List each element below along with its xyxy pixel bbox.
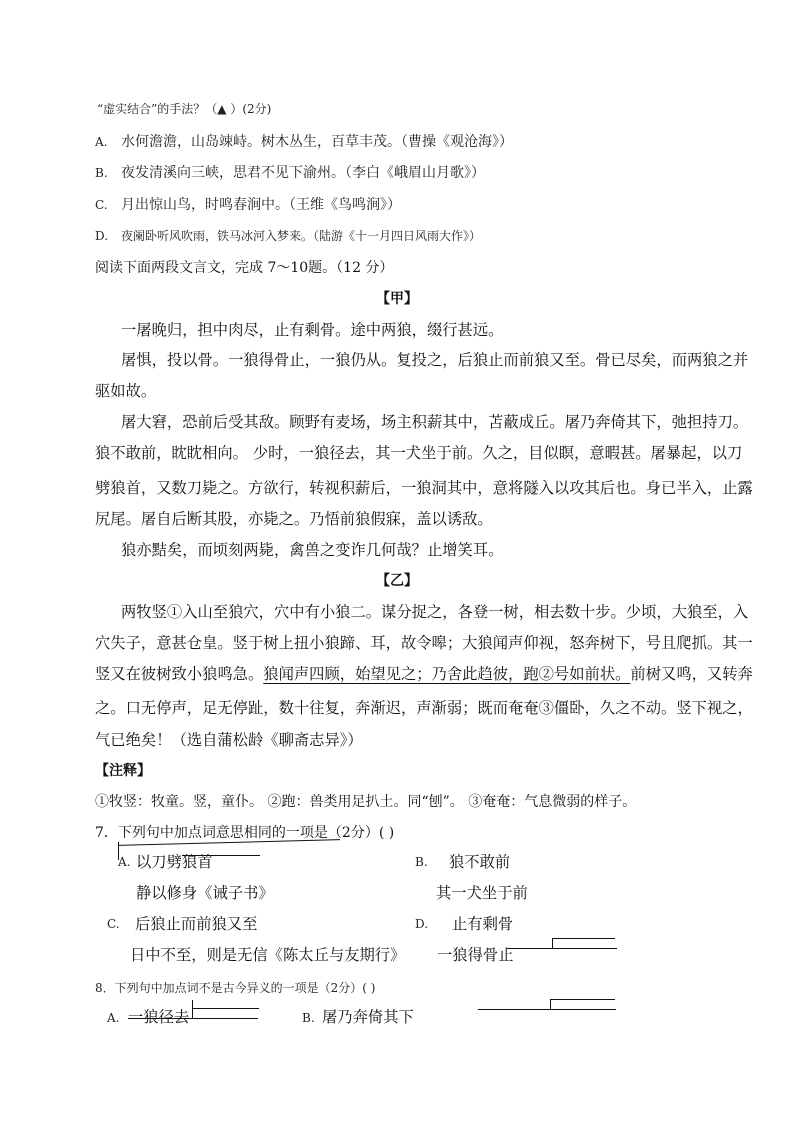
q6-option-d bbox=[95, 230, 481, 242]
handwritten-mark bbox=[553, 938, 615, 939]
handwritten-mark bbox=[193, 1008, 259, 1009]
q7-option-c-letter: C. bbox=[107, 917, 120, 931]
option-letter: D. bbox=[95, 229, 109, 243]
option-text: 夜发清溪向三峡，思君不见下渝州。（李白《峨眉山月歌》） bbox=[121, 165, 485, 181]
q7-option-b-letter: B. bbox=[415, 855, 428, 869]
line-text: 前树又鸣，又转奔 bbox=[630, 665, 753, 683]
handwritten-mark bbox=[478, 1009, 616, 1010]
passage-jia-line: 狼不敢前，眈眈相向。 少时，一狼径去，其一犬坐于前。久之，目似瞑，意暇甚。屠暴起，以刀 bbox=[95, 444, 743, 462]
q8-option-b-letter: B. bbox=[302, 1011, 315, 1025]
q8-option-a-text: 一狼径去 bbox=[128, 1008, 190, 1026]
q7-option-b-line1: 狼不敢前 bbox=[449, 853, 511, 871]
handwritten-mark bbox=[192, 1000, 193, 1018]
q6-option-b bbox=[95, 166, 485, 180]
q8-option-b-text: 屠乃奔倚其下 bbox=[322, 1008, 414, 1026]
passage-yi-line: 两牧竖①入山至狼穴，穴中有小狼二。谋分捉之，各登一树，相去数十步。少顷，大狼至，入 bbox=[121, 603, 749, 621]
option-letter: A. bbox=[95, 135, 108, 149]
q7-option-d-line1: 止有剩骨 bbox=[452, 915, 514, 933]
q7-option-b-line2: 其一犬坐于前 bbox=[436, 884, 528, 902]
option-letter: C. bbox=[95, 198, 108, 212]
option-text: 水何澹澹，山岛竦峙。树木丛生，百草丰茂。（曹操《观沧海》） bbox=[121, 134, 513, 150]
passage-jia-line: 尻尾。屠自后断其股，亦毙之。乃悟前狼假寐，盖以诱敌。 bbox=[95, 510, 493, 528]
q6-option-a bbox=[95, 135, 513, 149]
q6-option-c bbox=[95, 198, 401, 212]
handwritten-mark bbox=[550, 999, 551, 1009]
q8-option-a-letter: A. bbox=[107, 1011, 120, 1025]
q6-stem: “虚实结合”的手法？（▲ ）(2分) bbox=[97, 102, 272, 116]
handwritten-mark bbox=[128, 1018, 258, 1019]
q7-option-d-line2: 一狼得骨止 bbox=[437, 946, 514, 964]
passage-jia-line: 屠惧，投以骨。一狼得骨止，一狼仍从。复投之，后狼止而前狼又至。骨已尽矣，而两狼之并 bbox=[121, 351, 749, 369]
q7-option-c-line2: 日中不至，则是无信《陈太丘与友期行》 bbox=[130, 946, 406, 964]
passage-yi-line: 气已绝矣！（选自蒲松龄《聊斋志异》） bbox=[95, 731, 363, 749]
q7-option-a-letter: A. bbox=[118, 855, 131, 869]
reading-intro: 阅读下面两段文言文，完成 7～10题。（12 分） bbox=[95, 260, 394, 276]
option-text: 夜阑卧听风吹雨，铁马冰河入梦来。（陆游《十一月四日风雨大作》） bbox=[121, 229, 482, 243]
option-text: 月出惊山鸟，时鸣春涧中。（王维《鸟鸣涧》） bbox=[121, 197, 401, 213]
passage-yi-line: 穴失子，意甚仓皇。竖于树上扭小狼蹄、耳，故令嗥；大狼闻声仰视，怒奔树下，号且爬抓。其一 bbox=[95, 634, 753, 652]
handwritten-mark bbox=[552, 938, 553, 948]
q7-option-a-line2: 静以修身《诫子书》 bbox=[136, 884, 274, 902]
underlined-sentence: 狼闻声四顾，始望见之；乃舍此趋彼，跑②号如前状。 bbox=[263, 665, 631, 683]
notes-title: 【注释】 bbox=[95, 763, 151, 779]
option-letter: B. bbox=[95, 166, 108, 180]
q7-option-a-line1: 以刀劈狼首 bbox=[136, 853, 213, 871]
passage-yi-line bbox=[95, 667, 753, 682]
passage-jia-line: 屠大窘，恐前后受其敌。顾野有麦场，场主积薪其中，苫蔽成丘。屠乃奔倚其下，弛担持刀。 bbox=[121, 413, 749, 431]
handwritten-mark bbox=[551, 999, 615, 1000]
passage-yi-line: 之。口无停声，足无停趾，数十往复，奔渐迟，声渐弱；既而奄奄③僵卧，久之不动。竖下视之， bbox=[95, 699, 753, 717]
notes-text: ①牧竖：牧童。竖，童仆。 ②跑：兽类用足扒土。同“刨”。 ③奄奄：气息微弱的样子。 bbox=[95, 794, 637, 810]
passage-jia-line: 劈狼首，又数刀毙之。方欲行，转视积薪后，一狼洞其中，意将隧入以攻其后也。身已半入，止露 bbox=[95, 479, 753, 497]
handwritten-mark bbox=[182, 855, 260, 856]
q7-stem: 7．下列句中加点词意思相同的一项是（2分）( ) bbox=[95, 825, 395, 841]
q7-option-d-letter: D. bbox=[415, 917, 429, 931]
passage-jia-line: 一屠晚归，担中肉尽，止有剩骨。途中两狼，缀行甚远。 bbox=[121, 321, 504, 339]
handwritten-mark bbox=[507, 948, 617, 949]
q8-stem: 8．下列句中加点词不是古今异义的一项是（2分）( ) bbox=[95, 981, 376, 995]
q7-option-c-line1: 后狼止而前狼又至 bbox=[135, 915, 258, 933]
passage-jia-title: 【甲】 bbox=[376, 291, 418, 307]
passage-jia-line: 驱如故。 bbox=[95, 382, 157, 400]
line-text: 竖又在彼树致小狼鸣急。 bbox=[95, 665, 264, 683]
passage-jia-line: 狼亦黠矣，而顷刻两毙，禽兽之变诈几何哉？止增笑耳。 bbox=[121, 541, 504, 559]
passage-yi-title: 【乙】 bbox=[376, 573, 418, 589]
